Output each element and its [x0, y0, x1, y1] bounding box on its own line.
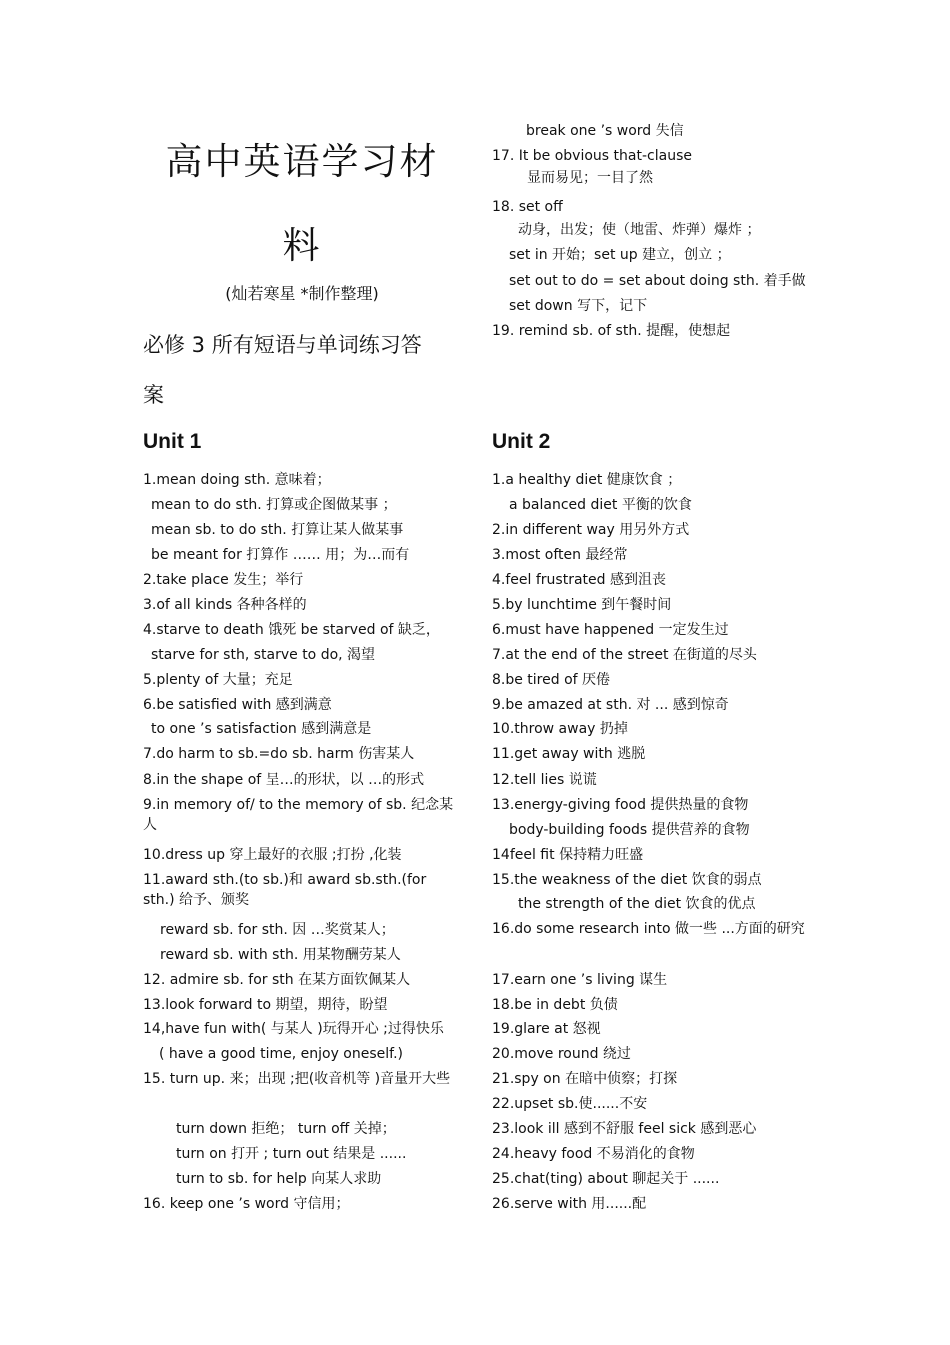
list-item: 10.dress up 穿上最好的衣服 ;打扮 ,化装	[143, 847, 402, 863]
list-item: 5.by lunchtime 到午餐时间	[492, 597, 672, 613]
list-item: body-building foods 提供营养的食物	[509, 822, 750, 838]
list-item: starve for sth, starve to do, 渴望	[151, 647, 376, 663]
title-line-2: 料	[282, 224, 322, 267]
list-item: 14,have fun with( 与某人 )玩得开心 ;过得快乐	[143, 1021, 444, 1037]
list-item: 4.feel frustrated 感到沮丧	[492, 572, 666, 588]
list-item: 7.at the end of the street 在街道的尽头	[492, 647, 757, 663]
list-item: 12.tell lies 说谎	[492, 772, 597, 788]
subtitle	[143, 320, 443, 420]
list-item: 2.in different way 用另外方式	[492, 522, 690, 538]
list-item: reward sb. with sth. 用某物酬劳某人	[160, 947, 401, 963]
list-item: set in 开始；set up 建立，创立 ；	[509, 247, 731, 263]
list-item: reward sb. for sth. 因 …奖赏某人；	[160, 922, 395, 938]
list-item: turn down 拒绝； turn off 关掉；	[176, 1121, 396, 1137]
list-item: 17.earn one ’s living 谋生	[492, 972, 668, 988]
list-item: 11.award sth.(to sb.)和 award sb.sth.(for sth.) 给予、颁奖	[143, 872, 427, 908]
list-item: 20.move round 绕过	[492, 1046, 631, 1062]
document-title	[143, 120, 461, 288]
list-item: 5.plenty of 大量；充足	[143, 672, 293, 688]
author-note: (灿若寒星 *制作整理)	[225, 284, 379, 303]
list-item: set out to do = set about doing sth. 着手做	[509, 273, 806, 289]
list-item: 8.in the shape of 呈…的形状，以 …的形式	[143, 772, 425, 788]
list-item: break one ’s word 失信	[526, 123, 684, 139]
list-item: the strength of the diet 饮食的优点	[518, 896, 756, 912]
list-item: 16.do some research into 做一些 ...方面的研究	[492, 921, 805, 937]
list-item: 26.serve with 用......配	[492, 1196, 647, 1212]
list-item: 9.in memory of/ to the memory of sb. 纪念某人	[143, 797, 454, 833]
list-item: 18. set off	[492, 199, 563, 215]
list-item: 15.the weakness of the diet 饮食的弱点	[492, 872, 762, 888]
unit-1-heading: Unit 1	[143, 430, 202, 453]
list-item: 13.energy-giving food 提供热量的食物	[492, 797, 749, 813]
list-item: 13.look forward to 期望，期待，盼望	[143, 997, 388, 1013]
list-item: ( have a good time, enjoy oneself.)	[159, 1046, 403, 1062]
list-item: 显而易见；一目了然	[527, 170, 653, 186]
list-item: 18.be in debt 负债	[492, 997, 618, 1013]
list-item: 9.be amazed at sth. 对 ... 感到惊奇	[492, 697, 729, 713]
title-line-1: 高中英语学习材	[165, 140, 439, 183]
list-item: 3.most often 最经常	[492, 547, 628, 563]
list-item: 25.chat(ting) about 聊起关于 ......	[492, 1171, 720, 1187]
list-item: 22.upset sb.使......不安	[492, 1096, 648, 1112]
list-item: 12. admire sb. for sth 在某方面钦佩某人	[143, 972, 411, 988]
list-item: 24.heavy food 不易消化的食物	[492, 1146, 695, 1162]
list-item: 4.starve to death 饿死 be starved of 缺乏，	[143, 622, 440, 638]
list-item: 1.mean doing sth. 意味着；	[143, 472, 331, 488]
list-item: 23.look ill 感到不舒服 feel sick 感到恶心	[492, 1121, 757, 1137]
list-item: 6.be satisfied with 感到满意	[143, 697, 332, 713]
list-item: 2.take place 发生；举行	[143, 572, 304, 588]
list-item: 19.glare at 怒视	[492, 1021, 601, 1037]
list-item: mean to do sth. 打算或企图做某事 ；	[151, 497, 397, 513]
unit-2-heading: Unit 2	[492, 430, 551, 453]
list-item: 1.a healthy diet 健康饮食 ；	[492, 472, 682, 488]
list-item: 7.do harm to sb.=do sb. harm 伤害某人	[143, 746, 415, 762]
list-item: be meant for 打算作 …… 用；为…而有	[151, 547, 410, 563]
list-item: turn on 打开 ; turn out 结果是 ......	[176, 1146, 407, 1162]
list-item: a balanced diet 平衡的饮食	[509, 497, 692, 513]
list-item: 3.of all kinds 各种各样的	[143, 597, 307, 613]
list-item: 14feel fit 保持精力旺盛	[492, 847, 644, 863]
list-item: 11.get away with 逃脱	[492, 746, 646, 762]
list-item: 19. remind sb. of sth. 提醒，使想起	[492, 323, 731, 339]
list-item: 17. It be obvious that-clause	[492, 148, 692, 164]
list-item: 21.spy on 在暗中侦察；打探	[492, 1071, 678, 1087]
list-item: 8.be tired of 厌倦	[492, 672, 611, 688]
list-item: 15. turn up. 来；出现 ;把(收音机等 )音量开大些	[143, 1071, 451, 1087]
list-item: 16. keep one ’s word 守信用；	[143, 1196, 350, 1212]
subtitle-line-2: 案	[143, 383, 164, 407]
list-item: set down 写下，记下	[509, 298, 648, 314]
list-item: to one ’s satisfaction 感到满意是	[151, 721, 372, 737]
list-item: mean sb. to do sth. 打算让某人做某事	[151, 522, 404, 538]
list-item: turn to sb. for help 向某人求助	[176, 1171, 382, 1187]
list-item: 10.throw away 扔掉	[492, 721, 628, 737]
subtitle-line-1: 必修 3 所有短语与单词练习答	[143, 333, 422, 357]
list-item: 动身，出发；使（地雷、炸弹）爆炸 ；	[518, 222, 761, 238]
list-item: 6.must have happened 一定发生过	[492, 622, 729, 638]
